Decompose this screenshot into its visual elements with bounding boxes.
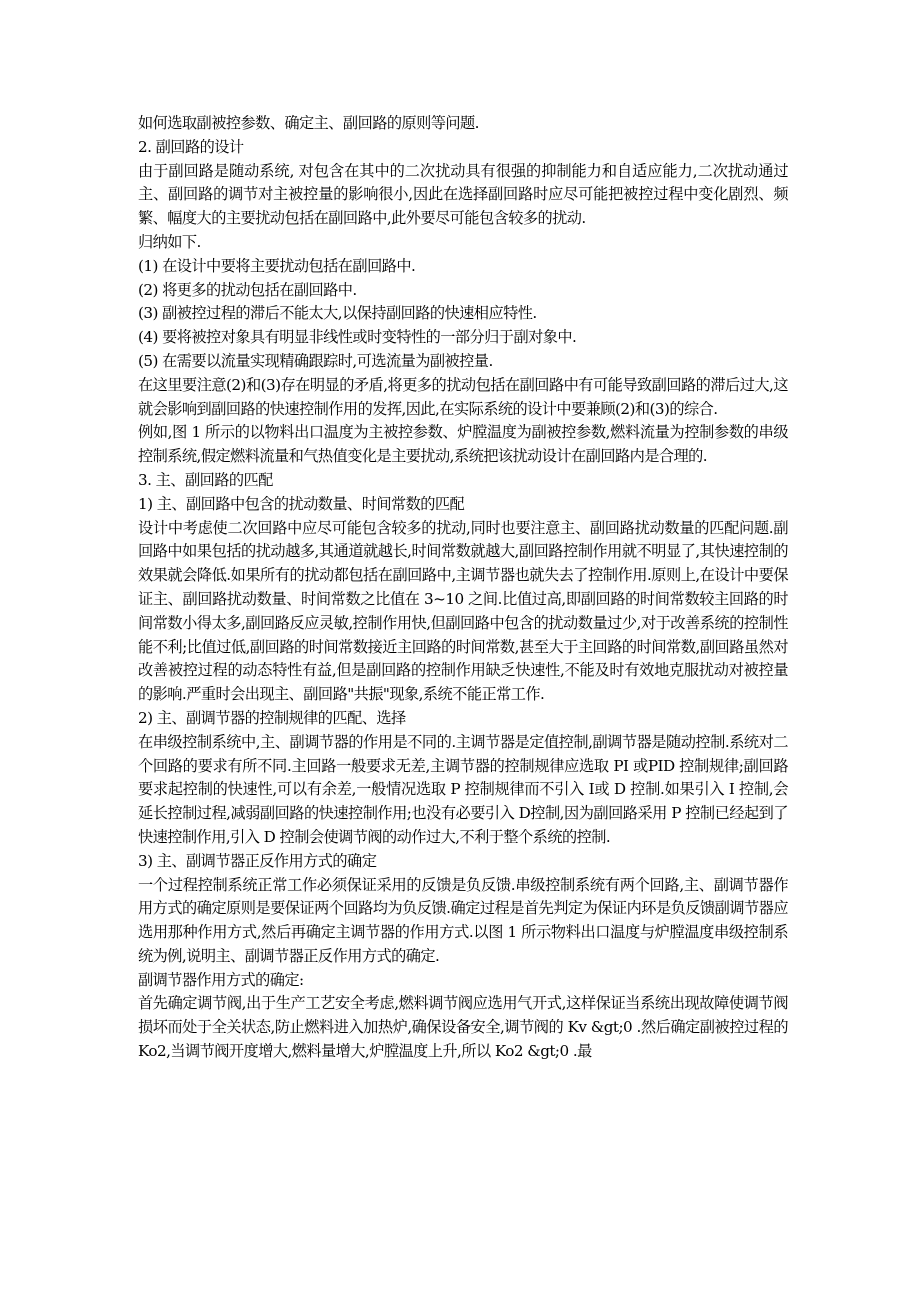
subsection-heading: 3) 主、副调节器正反作用方式的确定 [138,851,377,870]
document-page [138,112,788,1064]
list-item: (4) 要将被控对象具有明显非线性或时变特性的一部分归于副对象中. [138,328,577,347]
subsection-heading: 1) 主、副回路中包含的扰动数量、时间常数的匹配 [138,494,465,513]
section-heading: 3. 主、副回路的匹配 [138,470,273,489]
paragraph: 设计中考虑使二次回路中应尽可能包含较多的扰动,同时也要注意主、副回路扰动数量的匹配问题.副回路中如果包括的扰动越多,其通道就越长,时间常数就越大,副回路控制作用就不明显了,其快速控制的效果就会降低.如果所有的扰动都包括在副回路中,主调节器也就失去了控制作用.原则上,在设计中要保证主、副回路扰动数量、时间常数之比值在 3~10 之间.比值过高,即副回路的时间常数较主回路的时间常数小得太多,副回路反应灵敏,控制作用快,但副回路中包含的扰动数量过少,对于改善系统的控制性能不利;比值过低,副回路的时间常数接近主回路的时间常数,甚至大于主回路的时间常数,副回路虽然对改善被控过程的动态特性有益,但是副回路的控制作用缺乏快速性,不能及时有效地克服扰动对被控量的影响.严重时会出现主、副回路"共振"现象,系统不能正常工作. [138,518,788,704]
section-heading: 2. 副回路的设计 [138,137,244,156]
list-item: (1) 在设计中要将主要扰动包括在副回路中. [138,256,416,275]
list-item: (3) 副被控过程的滞后不能太大,以保持副回路的快速相应特性. [138,304,537,323]
list-item: (2) 将更多的扰动包括在副回路中. [138,280,357,299]
paragraph: 在这里要注意(2)和(3)存在明显的矛盾,将更多的扰动包括在副回路中有可能导致副回路的滞后过大,这就会影响到副回路的快速控制作用的发挥,因此,在实际系统的设计中要兼顾(2)和(3)的综合. [138,375,788,418]
paragraph: 一个过程控制系统正常工作必须保证采用的反馈是负反馈.串级控制系统有两个回路,主、副调节器作用方式的确定原则是要保证两个回路均为负反馈.确定过程是首先判定为保证内环是负反馈副调节器应选用那种作用方式,然后再确定主调节器的作用方式.以图 1 所示物料出口温度与炉膛温度串级控制系统为例,说明主、副调节器正反作用方式的确定. [138,875,788,965]
paragraph: 由于副回路是随动系统, 对包含在其中的二次扰动具有很强的抑制能力和自适应能力,二次扰动通过主、副回路的调节对主被控量的影响很小,因此在选择副回路时应尽可能把被控过程中变化剧烈、频繁、幅度大的主要扰动包括在副回路中,此外要尽可能包含较多的扰动. [138,161,788,228]
list-item: (5) 在需要以流量实现精确跟踪时,可选流量为副被控量. [138,351,493,370]
paragraph: 归纳如下. [138,232,201,251]
paragraph: 例如,图 1 所示的以物料出口温度为主被控参数、炉膛温度为副被控参数,燃料流量为控制参数的串级控制系统,假定燃料流量和气热值变化是主要扰动,系统把该扰动设计在副回路内是合理的. [138,423,788,466]
paragraph: 如何选取副被控参数、确定主、副回路的原则等问题. [138,114,479,132]
paragraph: 首先确定调节阀,出于生产工艺安全考虑,燃料调节阀应选用气开式,这样保证当系统出现故障使调节阀损坏而处于全关状态,防止燃料进入加热炉,确保设备安全,调节阀的 Kv &gt;0 .然后确定副被控过程的 Ko2,当调节阀开度增大,燃料量增大,炉膛温度上升,所以 Ko2 &gt;0 .最 [138,994,788,1061]
subsection-heading: 2) 主、副调节器的控制规律的匹配、选择 [138,708,406,727]
paragraph: 副调节器作用方式的确定: [138,970,304,989]
paragraph: 在串级控制系统中,主、副调节器的作用是不同的.主调节器是定值控制,副调节器是随动控制.系统对二个回路的要求有所不同.主回路一般要求无差,主调节器的控制规律应选取 PI 或PID 控制规律;副回路要求起控制的快速性,可以有余差,一般情况选取 P 控制规律而不引入 I或 D 控制.如果引入 I 控制,会延长控制过程,减弱副回路的快速控制作用;也没有必要引入 D控制,因为副回路采用 P 控制已经起到了快速控制作用,引入 D 控制会使调节阀的动作过大,不利于整个系统的控制. [138,732,788,846]
